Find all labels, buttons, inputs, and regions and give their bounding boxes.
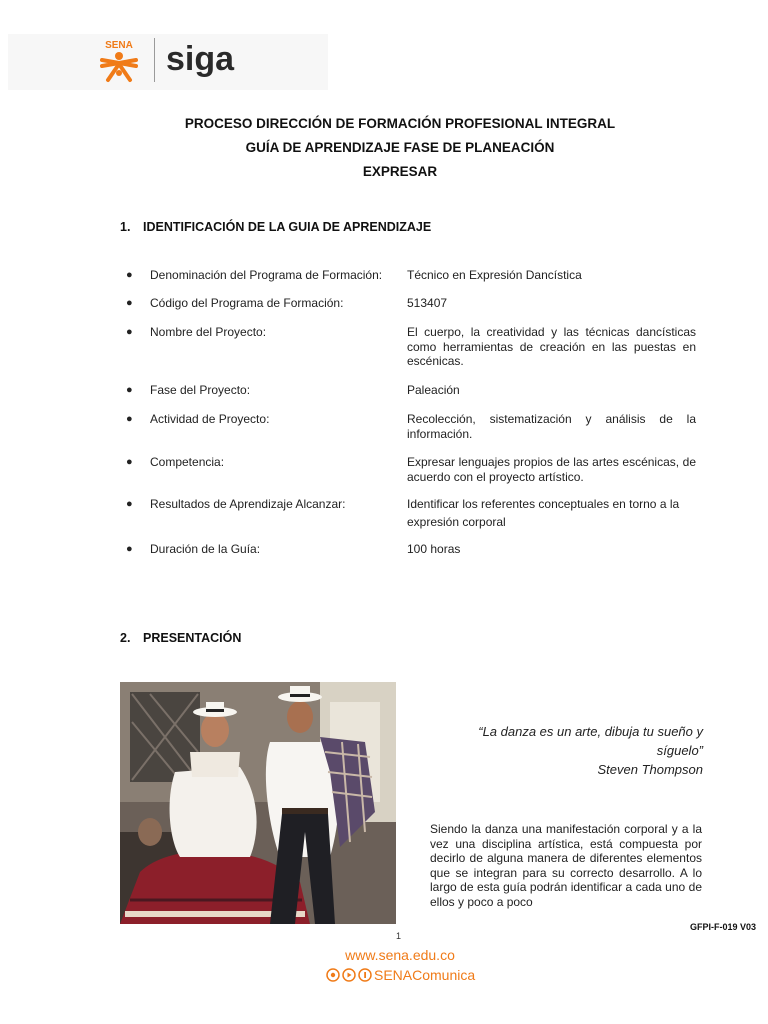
bullet: ● — [126, 543, 133, 555]
info-value: Paleación — [407, 383, 460, 397]
bullet: ● — [126, 326, 133, 338]
quote-author: Steven Thompson — [597, 762, 703, 777]
logo-divider — [154, 38, 155, 82]
info-value: Recolección, sistematización y análisis de la información. — [407, 412, 696, 441]
competence-title: EXPRESAR — [362, 164, 438, 179]
info-label: Denominación del Programa de Formación: — [150, 268, 383, 282]
info-label: Fase del Proyecto: — [150, 383, 251, 397]
bullet: ● — [126, 498, 133, 510]
bullet: ● — [126, 456, 133, 468]
section1-number: 1. — [120, 220, 131, 234]
page-number: 1 — [396, 931, 402, 941]
info-label: Duración de la Guía: — [150, 542, 261, 556]
document-code: GFPI-F-019 V03 — [689, 922, 756, 932]
sena-logo-text: SENA — [105, 40, 133, 51]
sena-logo — [94, 36, 144, 86]
quote-line2: síguelo” — [656, 743, 703, 758]
section2-title: PRESENTACIÓN — [143, 631, 242, 645]
presentation-paragraph: Siendo la danza una manifestación corporal y a la vez una disciplina artística, está compuesta por decirlo de alguna manera de diferentes elementos que se integran para su correcto desarrollo. A lo largo de esta guía podrán identificar a cada uno de ellos y poco a poco — [430, 822, 702, 909]
instagram-icon — [326, 968, 340, 982]
info-value: El cuerpo, la creatividad y las técnicas dancísticas como herramientas de creación en las puestas en escénicas. — [407, 325, 696, 368]
bullet: ● — [126, 297, 133, 309]
section1-heading — [120, 220, 431, 234]
info-value: 513407 — [407, 296, 448, 310]
info-value: Identificar los referentes conceptuales en torno a la expresión corporal — [407, 497, 680, 529]
info-value: 100 horas — [407, 542, 461, 556]
info-value: Técnico en Expresión Dancística — [407, 268, 582, 282]
process-title: PROCESO DIRECCIÓN DE FORMACIÓN PROFESIONAL INTEGRAL — [184, 116, 616, 131]
youtube-icon — [342, 968, 356, 982]
siga-logo-text: siga — [166, 40, 235, 78]
info-label: Código del Programa de Formación: — [150, 296, 344, 310]
bullet: ● — [126, 269, 133, 281]
section1-title: IDENTIFICACIÓN DE LA GUIA DE APRENDIZAJE — [143, 220, 432, 234]
info-label: Resultados de Aprendizaje Alcanzar: — [150, 497, 346, 511]
footer-social — [326, 967, 475, 983]
bullet: ● — [126, 384, 133, 396]
guide-title: GUÍA DE APRENDIZAJE FASE DE PLANEACIÓN — [245, 140, 555, 155]
info-label: Competencia: — [150, 455, 225, 469]
dancers-photo — [120, 682, 396, 924]
section2-number: 2. — [120, 631, 131, 645]
siga-logo — [164, 34, 244, 84]
footer-social-handle[interactable]: SENAComunica — [374, 967, 476, 983]
footer-url-link[interactable]: www.sena.edu.co — [345, 947, 455, 963]
info-value: Expresar lenguajes propios de las artes escénicas, de acuerdo con el proyecto artístico. — [407, 455, 696, 484]
section2-heading — [120, 631, 241, 645]
info-label: Actividad de Proyecto: — [150, 412, 270, 426]
facebook-icon — [358, 968, 372, 982]
bullet: ● — [126, 413, 133, 425]
info-label: Nombre del Proyecto: — [150, 325, 267, 339]
quote-line1: “La danza es un arte, dibuja tu sueño y — [478, 724, 703, 739]
